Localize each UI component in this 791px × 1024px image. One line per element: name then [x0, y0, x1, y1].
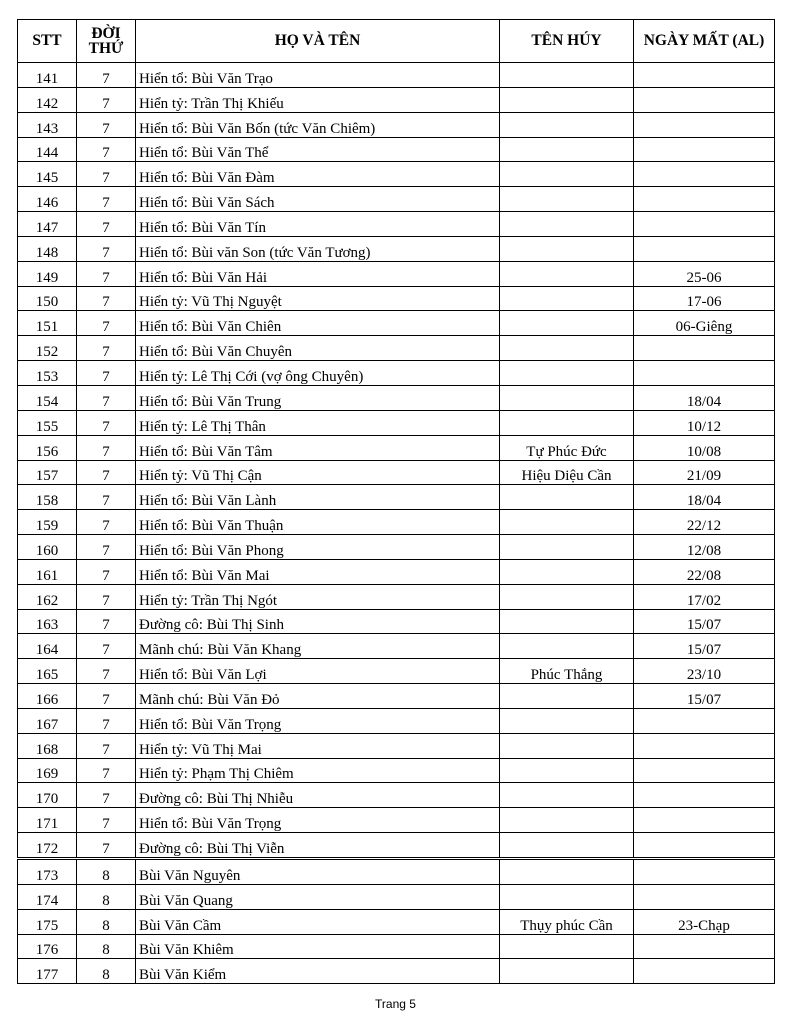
cell-stt: 169 — [18, 758, 77, 783]
cell-ten-huy — [500, 733, 634, 758]
cell-ngay-mat — [634, 87, 775, 112]
cell-full-name: Hiển tỷ: Trần Thị Ngót — [136, 584, 500, 609]
cell-generation: 8 — [77, 934, 136, 959]
cell-ngay-mat: 15/07 — [634, 684, 775, 709]
table-row — [18, 212, 775, 237]
table-row — [18, 959, 775, 984]
cell-ngay-mat — [634, 162, 775, 187]
cell-generation: 7 — [77, 162, 136, 187]
cell-ngay-mat: 21/09 — [634, 460, 775, 485]
cell-stt: 158 — [18, 485, 77, 510]
cell-stt: 163 — [18, 609, 77, 634]
table-row — [18, 708, 775, 733]
cell-full-name: Hiển tổ: Bùi Văn Bốn (tức Văn Chiêm) — [136, 112, 500, 137]
table-row — [18, 162, 775, 187]
cell-generation: 8 — [77, 884, 136, 909]
table-row — [18, 559, 775, 584]
column-header-ngay-mat: NGÀY MẤT (AL) — [634, 20, 775, 63]
cell-full-name: Hiển tổ: Bùi Văn Tín — [136, 212, 500, 237]
cell-generation: 7 — [77, 708, 136, 733]
cell-full-name: Hiển tổ: Bùi Văn Chuyên — [136, 336, 500, 361]
table-row — [18, 385, 775, 410]
cell-generation: 7 — [77, 63, 136, 88]
cell-generation: 7 — [77, 510, 136, 535]
cell-ngay-mat: 18/04 — [634, 485, 775, 510]
cell-ten-huy — [500, 112, 634, 137]
cell-full-name: Hiển tổ: Bùi Văn Trạo — [136, 63, 500, 88]
cell-full-name: Đường cô: Bùi Thị Viễn — [136, 833, 500, 859]
cell-stt: 159 — [18, 510, 77, 535]
table-row — [18, 261, 775, 286]
table-row — [18, 535, 775, 560]
cell-full-name: Bùi Văn Nguyên — [136, 859, 500, 885]
cell-ten-huy — [500, 410, 634, 435]
cell-stt: 146 — [18, 187, 77, 212]
cell-generation: 7 — [77, 261, 136, 286]
table-row — [18, 361, 775, 386]
cell-ngay-mat — [634, 336, 775, 361]
cell-stt: 152 — [18, 336, 77, 361]
column-header-generation — [77, 20, 136, 63]
cell-stt: 170 — [18, 783, 77, 808]
cell-full-name: Hiển tổ: Bùi Văn Sách — [136, 187, 500, 212]
cell-stt: 144 — [18, 137, 77, 162]
cell-ngay-mat — [634, 833, 775, 859]
cell-generation: 7 — [77, 361, 136, 386]
cell-generation: 7 — [77, 659, 136, 684]
cell-generation: 7 — [77, 212, 136, 237]
cell-ten-huy — [500, 63, 634, 88]
table-row — [18, 410, 775, 435]
cell-stt: 162 — [18, 584, 77, 609]
cell-stt: 141 — [18, 63, 77, 88]
cell-ngay-mat — [634, 361, 775, 386]
cell-ngay-mat — [634, 758, 775, 783]
cell-ten-huy — [500, 634, 634, 659]
cell-ngay-mat: 15/07 — [634, 609, 775, 634]
cell-ten-huy — [500, 808, 634, 833]
cell-full-name: Hiển tổ: Bùi Văn Chiên — [136, 311, 500, 336]
cell-ten-huy — [500, 385, 634, 410]
cell-stt: 147 — [18, 212, 77, 237]
column-header-stt: STT — [18, 20, 77, 63]
table-body — [18, 63, 775, 984]
cell-ngay-mat — [634, 112, 775, 137]
cell-full-name: Hiển tỷ: Vũ Thị Cận — [136, 460, 500, 485]
cell-generation: 7 — [77, 187, 136, 212]
cell-ngay-mat: 23/10 — [634, 659, 775, 684]
cell-generation: 7 — [77, 311, 136, 336]
cell-generation: 8 — [77, 959, 136, 984]
cell-stt: 150 — [18, 286, 77, 311]
cell-stt: 153 — [18, 361, 77, 386]
cell-full-name: Hiển tổ: Bùi Văn Lợi — [136, 659, 500, 684]
table-row — [18, 833, 775, 859]
table-row — [18, 485, 775, 510]
cell-ngay-mat: 06-Giêng — [634, 311, 775, 336]
cell-ten-huy: Tự Phúc Đức — [500, 435, 634, 460]
cell-stt: 143 — [18, 112, 77, 137]
cell-full-name: Hiển tổ: Bùi Văn Trọng — [136, 808, 500, 833]
generation-header-line1: ĐỜI — [91, 25, 121, 42]
cell-ten-huy: Hiệu Diệu Cần — [500, 460, 634, 485]
table-row — [18, 87, 775, 112]
cell-full-name: Hiển tổ: Bùi Văn Tâm — [136, 435, 500, 460]
table-row — [18, 934, 775, 959]
table-row — [18, 236, 775, 261]
cell-full-name: Hiển tỷ: Lê Thị Thân — [136, 410, 500, 435]
table-row — [18, 336, 775, 361]
cell-ngay-mat — [634, 236, 775, 261]
cell-stt: 165 — [18, 659, 77, 684]
table-row — [18, 584, 775, 609]
page-number: Trang 5 — [375, 997, 416, 1011]
cell-full-name: Hiển tổ: Bùi Văn Mai — [136, 559, 500, 584]
cell-full-name: Đường cô: Bùi Thị Nhiễu — [136, 783, 500, 808]
cell-full-name: Hiển tỷ: Vũ Thị Nguyệt — [136, 286, 500, 311]
cell-stt: 176 — [18, 934, 77, 959]
cell-generation: 7 — [77, 559, 136, 584]
cell-full-name: Hiển tỷ: Vũ Thị Mai — [136, 733, 500, 758]
cell-ten-huy — [500, 162, 634, 187]
cell-full-name: Bùi Văn Khiêm — [136, 934, 500, 959]
cell-full-name: Hiển tổ: Bùi Văn Trung — [136, 385, 500, 410]
table-row — [18, 510, 775, 535]
cell-stt: 142 — [18, 87, 77, 112]
generation-header-line2: THỨ — [88, 40, 124, 57]
cell-ngay-mat: 25-06 — [634, 261, 775, 286]
cell-generation: 7 — [77, 435, 136, 460]
cell-ten-huy — [500, 212, 634, 237]
cell-ngay-mat — [634, 137, 775, 162]
cell-full-name: Mãnh chú: Bùi Văn Khang — [136, 634, 500, 659]
cell-ten-huy — [500, 783, 634, 808]
cell-ten-huy — [500, 584, 634, 609]
cell-stt: 157 — [18, 460, 77, 485]
cell-full-name: Hiển tổ: Bùi văn Son (tức Văn Tương) — [136, 236, 500, 261]
header-row — [18, 20, 775, 63]
cell-stt: 148 — [18, 236, 77, 261]
table-row — [18, 808, 775, 833]
table-row — [18, 311, 775, 336]
cell-ten-huy: Thụy phúc Cần — [500, 909, 634, 934]
table-row — [18, 909, 775, 934]
cell-full-name: Mãnh chú: Bùi Văn Đỏ — [136, 684, 500, 709]
cell-full-name: Hiển tỷ: Phạm Thị Chiêm — [136, 758, 500, 783]
table-row — [18, 435, 775, 460]
cell-generation: 7 — [77, 236, 136, 261]
cell-ngay-mat — [634, 934, 775, 959]
cell-ngay-mat — [634, 733, 775, 758]
cell-ten-huy — [500, 684, 634, 709]
cell-ten-huy — [500, 559, 634, 584]
cell-generation: 7 — [77, 783, 136, 808]
cell-generation: 7 — [77, 634, 136, 659]
cell-ten-huy — [500, 758, 634, 783]
cell-ten-huy — [500, 286, 634, 311]
cell-ngay-mat: 17/02 — [634, 584, 775, 609]
cell-stt: 177 — [18, 959, 77, 984]
cell-ngay-mat: 10/08 — [634, 435, 775, 460]
table-row — [18, 659, 775, 684]
cell-generation: 7 — [77, 733, 136, 758]
cell-generation: 7 — [77, 112, 136, 137]
table-row — [18, 859, 775, 885]
cell-stt: 155 — [18, 410, 77, 435]
cell-stt: 171 — [18, 808, 77, 833]
cell-ten-huy — [500, 535, 634, 560]
cell-stt: 156 — [18, 435, 77, 460]
table-row — [18, 684, 775, 709]
cell-generation: 7 — [77, 833, 136, 859]
cell-full-name: Hiển tổ: Bùi Văn Thuận — [136, 510, 500, 535]
table-row — [18, 460, 775, 485]
cell-ngay-mat: 15/07 — [634, 634, 775, 659]
table-row — [18, 733, 775, 758]
cell-stt: 161 — [18, 559, 77, 584]
cell-generation: 7 — [77, 336, 136, 361]
cell-full-name: Đường cô: Bùi Thị Sinh — [136, 609, 500, 634]
cell-ten-huy — [500, 187, 634, 212]
cell-generation: 7 — [77, 584, 136, 609]
cell-ngay-mat: 17-06 — [634, 286, 775, 311]
table-header — [18, 20, 775, 63]
cell-stt: 173 — [18, 859, 77, 885]
cell-stt: 154 — [18, 385, 77, 410]
cell-full-name: Hiển tổ: Bùi Văn Trọng — [136, 708, 500, 733]
table-row — [18, 783, 775, 808]
cell-stt: 167 — [18, 708, 77, 733]
cell-ngay-mat — [634, 63, 775, 88]
cell-generation: 7 — [77, 460, 136, 485]
cell-stt: 160 — [18, 535, 77, 560]
column-header-full-name: HỌ VÀ TÊN — [136, 20, 500, 63]
cell-full-name: Hiển tổ: Bùi Văn Đàm — [136, 162, 500, 187]
cell-generation: 7 — [77, 137, 136, 162]
cell-stt: 149 — [18, 261, 77, 286]
table-row — [18, 187, 775, 212]
cell-ten-huy — [500, 510, 634, 535]
cell-stt: 172 — [18, 833, 77, 859]
cell-ten-huy — [500, 261, 634, 286]
cell-ngay-mat — [634, 859, 775, 885]
cell-generation: 7 — [77, 87, 136, 112]
cell-ten-huy — [500, 87, 634, 112]
cell-full-name: Bùi Văn Kiểm — [136, 959, 500, 984]
cell-generation: 7 — [77, 485, 136, 510]
cell-ten-huy — [500, 236, 634, 261]
cell-ngay-mat — [634, 959, 775, 984]
cell-full-name: Hiển tổ: Bùi Văn Hải — [136, 261, 500, 286]
cell-full-name: Hiển tổ: Bùi Văn Lành — [136, 485, 500, 510]
table-row — [18, 112, 775, 137]
cell-full-name: Bùi Văn Cầm — [136, 909, 500, 934]
cell-ten-huy — [500, 934, 634, 959]
cell-stt: 145 — [18, 162, 77, 187]
cell-ngay-mat: 22/08 — [634, 559, 775, 584]
table-row — [18, 137, 775, 162]
table-row — [18, 634, 775, 659]
cell-generation: 7 — [77, 410, 136, 435]
cell-ngay-mat — [634, 212, 775, 237]
cell-ngay-mat: 22/12 — [634, 510, 775, 535]
cell-ten-huy — [500, 311, 634, 336]
cell-generation: 7 — [77, 684, 136, 709]
cell-ngay-mat: 12/08 — [634, 535, 775, 560]
cell-full-name: Hiển tỷ: Lê Thị Cới (vợ ông Chuyên) — [136, 361, 500, 386]
table-row — [18, 758, 775, 783]
cell-stt: 166 — [18, 684, 77, 709]
cell-full-name: Bùi Văn Quang — [136, 884, 500, 909]
cell-stt: 174 — [18, 884, 77, 909]
cell-full-name: Hiển tổ: Bùi Văn Phong — [136, 535, 500, 560]
cell-stt: 175 — [18, 909, 77, 934]
cell-ngay-mat — [634, 808, 775, 833]
cell-generation: 8 — [77, 909, 136, 934]
cell-ten-huy — [500, 336, 634, 361]
cell-full-name: Hiển tỷ: Trần Thị Khiếu — [136, 87, 500, 112]
table-row — [18, 609, 775, 634]
cell-stt: 151 — [18, 311, 77, 336]
cell-ten-huy — [500, 884, 634, 909]
cell-ngay-mat: 10/12 — [634, 410, 775, 435]
cell-ngay-mat — [634, 783, 775, 808]
column-header-ten-huy: TÊN HÚY — [500, 20, 634, 63]
table-row — [18, 286, 775, 311]
cell-ngay-mat: 23-Chạp — [634, 909, 775, 934]
cell-full-name: Hiển tổ: Bùi Văn Thể — [136, 137, 500, 162]
cell-ten-huy — [500, 485, 634, 510]
cell-generation: 7 — [77, 609, 136, 634]
cell-ngay-mat — [634, 708, 775, 733]
cell-ten-huy — [500, 137, 634, 162]
cell-ten-huy — [500, 708, 634, 733]
table-row — [18, 63, 775, 88]
cell-ngay-mat: 18/04 — [634, 385, 775, 410]
cell-generation: 7 — [77, 535, 136, 560]
cell-ngay-mat — [634, 884, 775, 909]
genealogy-table — [17, 19, 775, 984]
cell-generation: 7 — [77, 808, 136, 833]
table-row — [18, 884, 775, 909]
cell-stt: 168 — [18, 733, 77, 758]
cell-generation: 7 — [77, 286, 136, 311]
cell-stt: 164 — [18, 634, 77, 659]
cell-generation: 7 — [77, 385, 136, 410]
cell-ngay-mat — [634, 187, 775, 212]
cell-ten-huy — [500, 361, 634, 386]
cell-ten-huy — [500, 833, 634, 859]
cell-generation: 7 — [77, 758, 136, 783]
cell-ten-huy — [500, 859, 634, 885]
cell-ten-huy — [500, 609, 634, 634]
cell-generation: 8 — [77, 859, 136, 885]
cell-ten-huy: Phúc Thắng — [500, 659, 634, 684]
cell-ten-huy — [500, 959, 634, 984]
